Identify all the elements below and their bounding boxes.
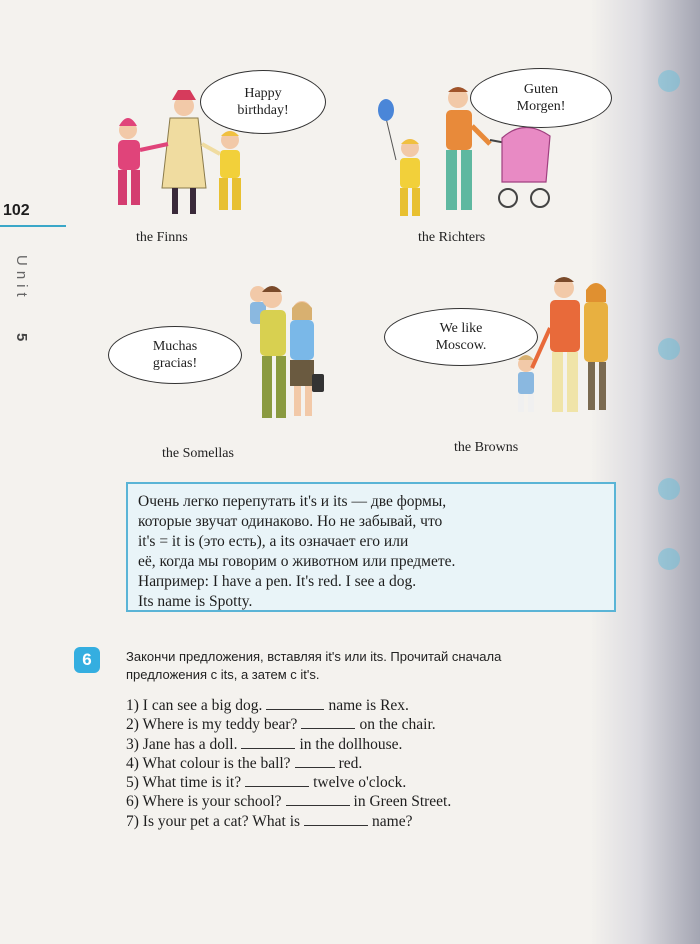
instruction-line: Закончи предложения, вставляя it's или its. Прочитай сначала [126,649,502,664]
answer-blank[interactable] [241,736,295,749]
sentence-end: name? [372,812,413,830]
side-tab-marker [658,338,680,360]
instruction-line: предложения с its, а затем с it's. [126,667,320,682]
sentence-end: red. [338,754,363,772]
sentence-end: name is Rex. [328,697,409,714]
label-richters: the Richters [418,230,486,245]
answer-blank[interactable] [301,716,355,729]
sentence-item [126,696,616,715]
answer-blank[interactable] [295,755,335,768]
side-tab-marker [658,70,680,92]
grammar-note-line: Its name is Spotty. [138,593,253,610]
sentence-start: 7) Is your pet a cat? What is [126,812,301,830]
sentence-start: 4) What colour is the ball? [126,754,291,772]
page-number: 102 [0,200,59,224]
unit-label: Unit [13,255,30,302]
grammar-note-line: которые звучат одинаково. Но не забывай, что [138,513,443,530]
sentence-start: 5) What time is it? [126,774,242,792]
speech-bubble-finns [200,70,326,134]
exercise-sentences [126,696,616,831]
label-somellas: the Somellas [162,446,234,461]
grammar-note-line: Например: I have a pen. It's red. I see a dog. [138,573,417,590]
grammar-note-line: it's = it is (это есть), а its означает его или [138,533,409,550]
sentence-start: 2) Where is my teddy bear? [126,716,298,734]
side-tab-marker [658,478,680,500]
sentence-end: in the dollhouse. [299,735,403,753]
sentence-item [126,735,616,754]
sentence-start: 6) Where is your school? [126,793,282,811]
grammar-note-box [126,482,616,612]
speech-bubble-somellas [108,326,242,384]
sentence-start: 1) I can see a big dog. [126,697,263,714]
sentence-item [126,773,616,792]
speech-bubble-richters [470,68,612,128]
sentence-end: on the chair. [359,716,436,734]
label-finns: the Finns [136,230,188,245]
answer-blank[interactable] [304,813,368,826]
sentence-start: 3) Jane has a doll. [126,735,238,753]
speech-text-richters: Guten Morgen! [516,82,566,114]
exercise-number-badge: 6 [74,647,100,673]
unit-number: 5 [13,333,30,342]
answer-blank[interactable] [266,697,324,710]
sentence-item [126,792,616,811]
grammar-note-line: Очень легко перепутать it's и its — две формы, [138,493,447,510]
speech-bubble-browns [384,308,538,366]
grammar-note-line: её, когда мы говорим о животном или предмете. [138,553,456,570]
answer-blank[interactable] [286,793,350,806]
speech-text-somellas: Muchas gracias! [152,339,198,371]
sentence-item [126,754,616,773]
sentence-end: in Green Street. [353,793,452,811]
answer-blank[interactable] [245,774,309,787]
sentence-item [126,812,616,831]
sentence-item [126,715,616,734]
label-browns: the Browns [454,440,519,455]
sentence-end: twelve o'clock. [313,774,407,792]
side-tab-marker [658,548,680,570]
exercise-instruction [126,648,616,684]
speech-text-finns: Happy birthday! [237,86,289,118]
speech-text-browns: We like Moscow. [435,321,487,353]
somellas-illustration [228,276,338,428]
